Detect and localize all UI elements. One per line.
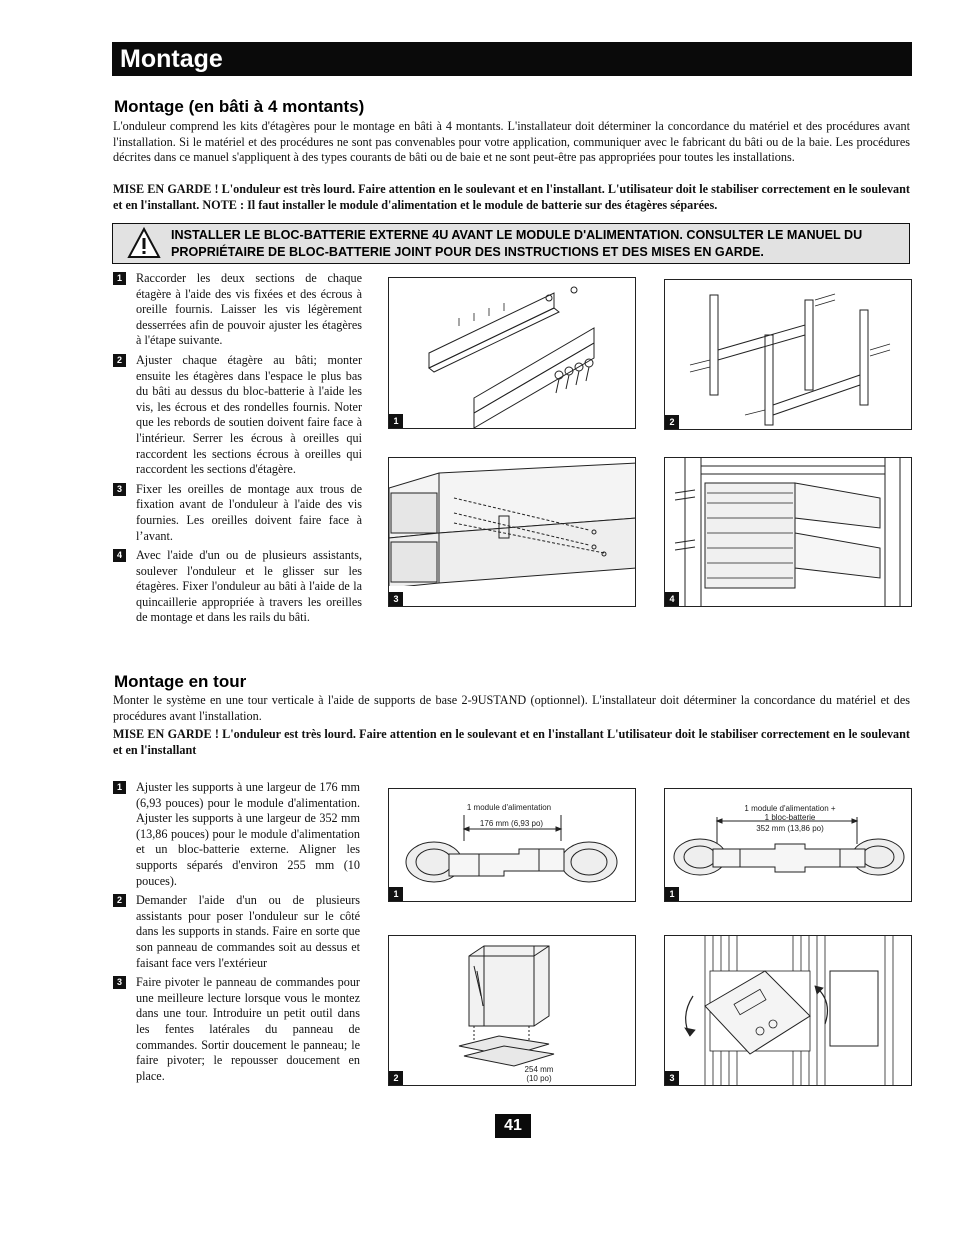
step-text: Faire pivoter le panneau de commandes pour une meilleure lecture lorsque vous le montez dans une tour. Introduire un petit outil dans les fentes latérales du panneau de commandes. Sortir doucement le panneau; le faire pivoter; le repousser doucement en place.: [136, 975, 360, 1083]
tower-step-3: [113, 975, 360, 1084]
rack-caution: [113, 182, 910, 213]
rack-step-1: [113, 271, 362, 349]
spacing-label-line1: 254 mm: [524, 1065, 554, 1074]
page-number: 41: [495, 1114, 531, 1138]
step-number: 3: [113, 483, 126, 496]
figure-label: 1: [389, 414, 403, 428]
figure-label: 2: [665, 415, 679, 429]
tower-step-1: [113, 780, 360, 889]
figure-label: 1: [665, 887, 679, 901]
rotate-panel-illustration: [665, 936, 912, 1086]
rack-figure-4: [664, 457, 912, 607]
tower-heading: Montage en tour: [114, 672, 247, 691]
figure-label: 3: [389, 592, 403, 606]
stand-352mm-illustration: [665, 789, 912, 902]
step-number: 3: [113, 976, 126, 989]
warning-triangle-icon: [127, 227, 161, 259]
step-number: 2: [113, 894, 126, 907]
ups-on-stand-illustration: [389, 936, 636, 1086]
step-text: Ajuster chaque étagère au bâti; monter ensuite les étagères dans l'espace le plus bas du bâti au dessus du bloc-batterie à l'aide les vis, les écrous et des rondelles fournis. Noter que les rebords de soutien doivent faire face à l'intérieur. Serrer les écrous à oreilles qui raccordent les sections écrous à oreilles qui raccordent les sections d'étagère.: [136, 352, 362, 477]
ups-in-rack-illustration: [665, 458, 912, 607]
tower-figure-3: [664, 935, 912, 1086]
stand-176mm-illustration: [389, 789, 636, 902]
rack-steps: [113, 271, 362, 630]
step-text: Raccorder les deux sections de chaque étagère à l'aide des vis fixées et des écrous à oreille fournis. Laisser les vis légèrement desserrées afin de pouvoir ajuster les étagères à l'étape suivante.: [136, 271, 362, 348]
shelf-rails-illustration: [389, 278, 636, 429]
tower-caution: [113, 727, 910, 758]
page-title-bar: [112, 42, 912, 76]
figure-label: 1: [389, 887, 403, 901]
rack-figure-1: [388, 277, 636, 429]
module-label-line1: 1 module d'alimentation +: [744, 804, 836, 813]
tower-caution-text: MISE EN GARDE ! L'onduleur est très lourd. Faire attention en le soulevant et en l'installant L'utilisateur doit le stabiliser correctement en le soulevant et en l'installant: [113, 727, 910, 757]
step-text: Demander l'aide d'un ou de plusieurs assistants pour poser l'onduleur sur le côté dans les supports in stands. Faire en sorte que son panneau de commandes soit au dessus et faisant face vers l'extérieur: [136, 893, 360, 970]
module-label-line2: 1 bloc-batterie: [764, 813, 816, 822]
tower-step-2: [113, 893, 360, 971]
step-number: 1: [113, 272, 126, 285]
step-number: 2: [113, 354, 126, 367]
figure-label: 4: [665, 592, 679, 606]
rack-caution-text: MISE EN GARDE ! L'onduleur est très lourd. Faire attention en le soulevant et en l'installant. L'utilisateur doit le stabiliser correctement en le soulevant et en l'installant. NOTE : Il faut installer le module d'alimentation et le module de batterie sur des étagères séparées.: [113, 182, 910, 212]
rack-intro: L'onduleur comprend les kits d'étagères pour le montage en bâti à 4 montants. L'installateur doit déterminer la concordance du matériel et des procédures avant l'installation. Si le matériel et des procédures ne sont pas convenables pour votre application, communiquer avec le fabricant du bâti ou de la baie. Les procédures décrites dans ce manuel s'appliquent à des types courants de bâti ou de baie et ne sont peut-être pas appropriées pour toutes les installations.: [113, 119, 910, 165]
step-text: Ajuster les supports à une largeur de 176 mm (6,93 pouces) pour le module d'alimentation. Ajuster les supports à une largeur de 352 mm (13,86 pouces) pour le module d'alimentation et un bloc-batterie externe. Aligner les supports séparés d'environ 255 mm (10 pouces).: [136, 780, 360, 888]
step-text: Avec l'aide d'un ou de plusieurs assistants, soulever l'onduleur et le glisser sur les étagères. Fixer l'onduleur au bâti à l'aide de la quincaillerie appropriée à travers les oreilles de montage et dans les rails du bâti.: [136, 548, 362, 625]
figure-label: 3: [665, 1071, 679, 1085]
step-number: 4: [113, 549, 126, 562]
warning-box: [112, 223, 910, 264]
step-number: 1: [113, 781, 126, 794]
rack-shelf-illustration: [665, 280, 912, 430]
module-label: 1 module d'alimentation: [466, 803, 552, 812]
rack-step-2: [113, 353, 362, 478]
tower-figure-2: [388, 935, 636, 1086]
warning-text: INSTALLER LE BLOC-BATTERIE EXTERNE 4U AVANT LE MODULE D'ALIMENTATION. CONSULTER LE MANUEL DU PROPRIÉTAIRE DE BLOC-BATTERIE JOINT POUR DES INSTRUCTIONS ET DES MISES EN GARDE.: [171, 228, 863, 259]
rack-figure-3: [388, 457, 636, 607]
page-title: Montage: [120, 45, 223, 73]
width-label: 352 mm (13,86 po): [756, 824, 824, 833]
spacing-label-line2: (10 po): [526, 1074, 552, 1083]
width-label: 176 mm (6,93 po): [479, 819, 544, 828]
tower-figure-1a: [388, 788, 636, 902]
rack-step-3: [113, 482, 362, 544]
step-text: Fixer les oreilles de montage aux trous de fixation avant de l'onduleur à l'aide des vis fournies. Les oreilles doivent faire face à l’avant.: [136, 481, 362, 543]
tower-figure-1b: [664, 788, 912, 902]
figure-label: 2: [389, 1071, 403, 1085]
tower-intro: Monter le système en une tour verticale à l'aide de supports de base 2-9USTAND (optionnel). L'installateur doit déterminer la concordance du matériel et des procédures avant l'installation.: [113, 693, 910, 723]
rack-step-4: [113, 548, 362, 626]
mounting-ears-illustration: [389, 458, 636, 607]
rack-figure-2: [664, 279, 912, 430]
tower-steps: [113, 780, 360, 1088]
rack-heading: Montage (en bâti à 4 montants): [114, 97, 365, 116]
